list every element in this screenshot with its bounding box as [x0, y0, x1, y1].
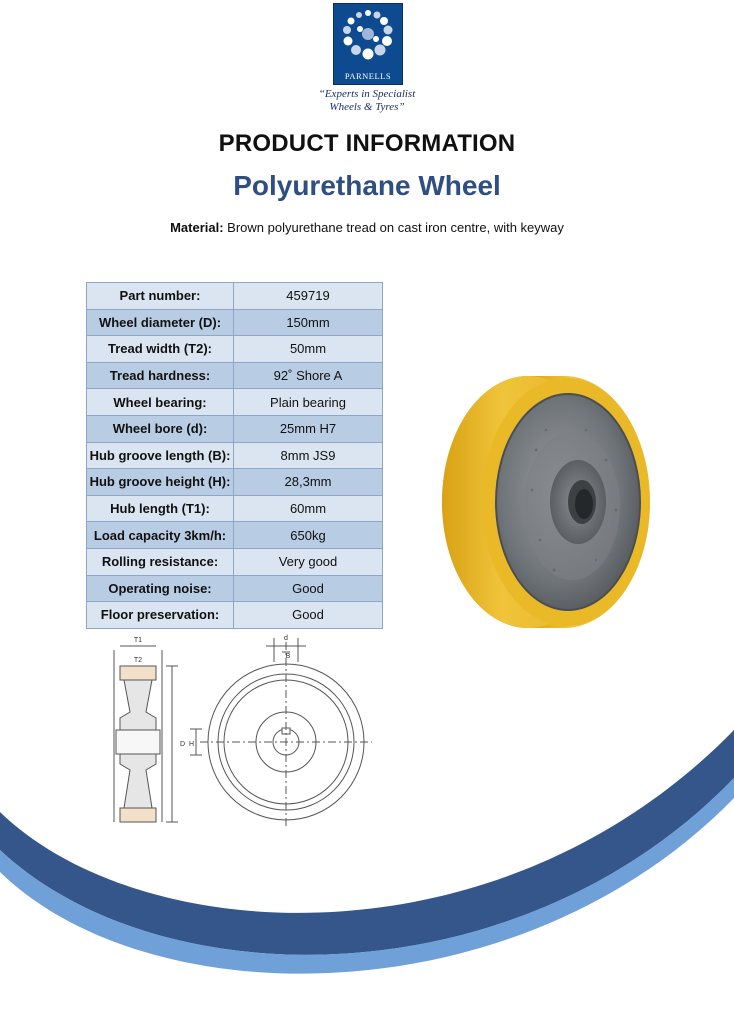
tagline-line-2: Wheels & Tyres” — [329, 101, 405, 113]
spec-label: Tread hardness: — [87, 362, 234, 389]
spec-value: 50mm — [234, 336, 383, 363]
spec-value: 150mm — [234, 309, 383, 336]
spec-value: 8mm JS9 — [234, 442, 383, 469]
logo-brand-name: PARNELLS — [344, 71, 392, 81]
table-row — [87, 283, 383, 310]
wheel-product-image — [436, 370, 658, 632]
table-row — [87, 548, 383, 575]
spec-value: 650kg — [234, 522, 383, 549]
material-label: Material: — [170, 220, 224, 235]
spec-label: Wheel diameter (D): — [87, 309, 234, 336]
spec-label: Tread width (T2): — [87, 336, 234, 363]
spec-label: Rolling resistance: — [87, 548, 234, 575]
table-row — [87, 575, 383, 602]
spec-value: Plain bearing — [234, 389, 383, 416]
table-row — [87, 522, 383, 549]
decorative-swoosh — [0, 700, 734, 1024]
spec-label: Hub length (T1): — [87, 495, 234, 522]
table-row — [87, 602, 383, 629]
spec-label: Part number: — [87, 283, 234, 310]
spec-value: 60mm — [234, 495, 383, 522]
spec-label: Load capacity 3km/h: — [87, 522, 234, 549]
spec-value: Good — [234, 575, 383, 602]
spec-table — [86, 282, 383, 629]
spec-label: Floor preservation: — [87, 602, 234, 629]
logo-tagline — [260, 88, 474, 114]
table-row — [87, 442, 383, 469]
tagline-line-1: “Experts in Specialist — [318, 88, 416, 100]
spec-label: Wheel bearing: — [87, 389, 234, 416]
table-row — [87, 309, 383, 336]
table-row — [87, 495, 383, 522]
label-bore: d — [284, 635, 288, 642]
spec-value: Very good — [234, 548, 383, 575]
parnells-logo — [333, 3, 403, 85]
table-row — [87, 336, 383, 363]
material-text: Brown polyurethane tread on cast iron centre, with keyway — [223, 220, 564, 235]
table-row — [87, 415, 383, 442]
spec-value: 25mm H7 — [234, 415, 383, 442]
label-t2: T2 — [133, 657, 143, 664]
table-row — [87, 362, 383, 389]
label-diameter: D — [180, 741, 186, 748]
spec-label: Operating noise: — [87, 575, 234, 602]
label-groove-height: H — [189, 741, 195, 748]
spec-value: 92˚ Shore A — [234, 362, 383, 389]
spec-label: Hub groove length (B): — [87, 442, 234, 469]
product-name: Polyurethane Wheel — [233, 170, 501, 201]
label-t1: T1 — [133, 637, 143, 644]
spec-label: Hub groove height (H): — [87, 469, 234, 496]
spec-value: 28,3mm — [234, 469, 383, 496]
material-line — [0, 220, 734, 235]
page-title: PRODUCT INFORMATION — [218, 130, 516, 157]
label-groove-length: B — [285, 653, 291, 660]
spec-label: Wheel bore (d): — [87, 415, 234, 442]
table-row — [87, 469, 383, 496]
spec-value: Good — [234, 602, 383, 629]
spec-value: 459719 — [234, 283, 383, 310]
table-row — [87, 389, 383, 416]
